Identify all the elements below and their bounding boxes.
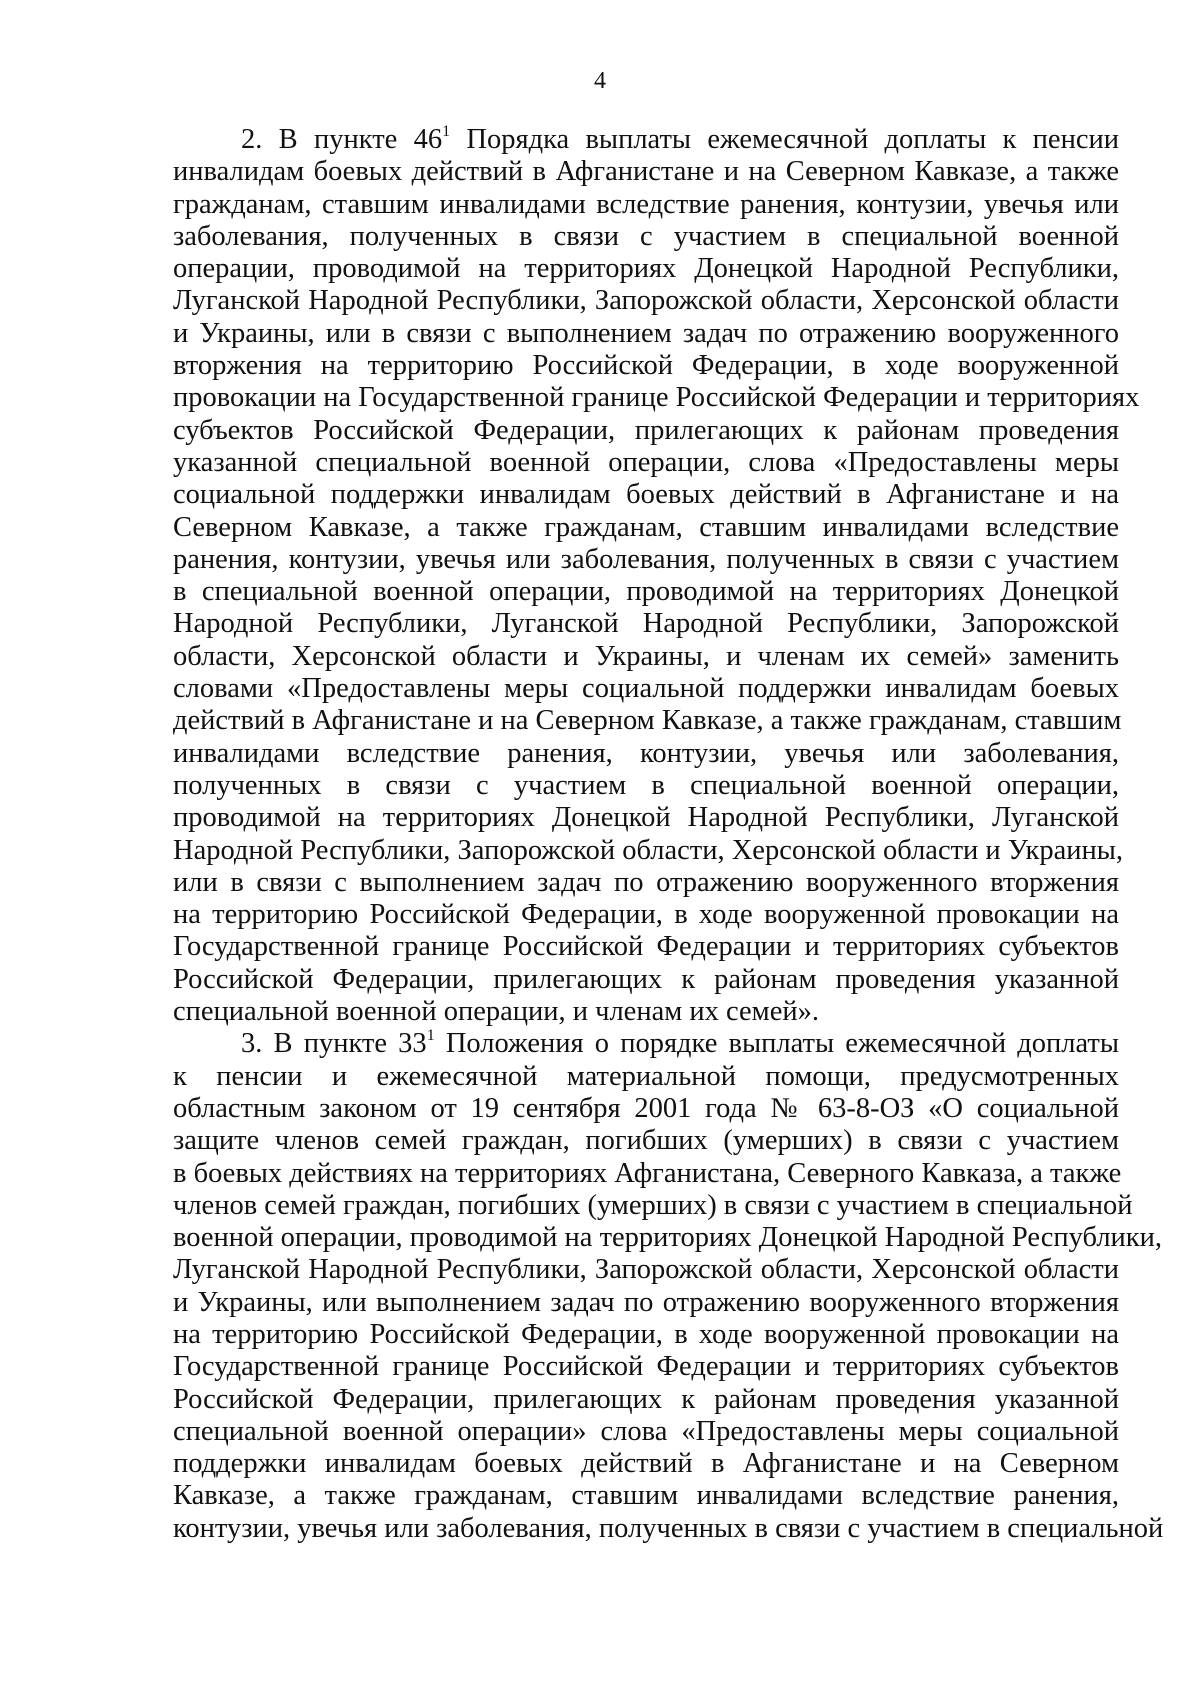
text-line: Луганской Народной Республики, Запорожской области, Херсонской области — [173, 1254, 1119, 1286]
text-line: области, Херсонской области и Украины, и членам их семей» заменить — [173, 640, 1119, 672]
text-line: действий в Афганистане и на Северном Кавказе, а также гражданам, ставшим — [173, 705, 1122, 737]
text-line: ранения, контузии, увечья или заболевания, полученных в связи с участием — [173, 543, 1119, 575]
text-line: субъектов Российской Федерации, прилегающих к районам проведения — [173, 414, 1119, 446]
text-line — [173, 124, 1119, 156]
superscript-index: 1 — [426, 1026, 435, 1044]
text-line: гражданам, ставшим инвалидами вследствие ранения, контузии, увечья или — [173, 188, 1119, 220]
line-text-pre: 3. В пункте 33 — [241, 1028, 427, 1060]
text-line: поддержки инвалидам боевых действий в Афганистане и на Северном — [173, 1448, 1119, 1480]
text-line: и Украины, или в связи с выполнением задач по отражению вооруженного — [173, 317, 1119, 349]
text-line: специальной военной операции, и членам их семей». — [173, 996, 819, 1028]
text-line: военной операции, проводимой на территориях Донецкой Народной Республики, — [173, 1222, 1163, 1254]
text-line — [173, 1028, 1119, 1060]
text-line: Российской Федерации, прилегающих к районам проведения указанной — [173, 963, 1119, 995]
line-text-pre: 2. В пункте 46 — [241, 124, 443, 155]
superscript-index: 1 — [442, 122, 451, 140]
text-line: защите членов семей граждан, погибших (умерших) в связи с участием — [173, 1125, 1119, 1157]
document-body — [173, 122, 1164, 1545]
text-line: Луганской Народной Республики, Запорожской области, Херсонской области — [173, 285, 1119, 317]
text-line: на территорию Российской Федерации, в ходе вооруженной провокации на — [173, 899, 1119, 931]
text-line: инвалидам боевых действий в Афганистане и на Северном Кавказе, а также — [173, 156, 1119, 188]
text-line: полученных в связи с участием в специальной военной операции, — [173, 769, 1119, 801]
text-line: областным законом от 19 сентября 2001 года № 63-8-ОЗ «О социальной — [173, 1092, 1119, 1124]
line-text-post: Положения о порядке выплаты ежемесячной доплаты — [434, 1028, 1119, 1060]
text-line: контузии, увечья или заболевания, полученных в связи с участием в специальной — [173, 1512, 1164, 1544]
text-line: операции, проводимой на территориях Донецкой Народной Республики, — [173, 253, 1119, 285]
text-line: Кавказе, а также гражданам, ставшим инвалидами вследствие ранения, — [173, 1480, 1119, 1512]
text-line: на территорию Российской Федерации, в ходе вооруженной провокации на — [173, 1318, 1119, 1350]
text-line: членов семей граждан, погибших (умерших) в связи с участием в специальной — [173, 1189, 1133, 1221]
text-line: Государственной границе Российской Федерации и территориях субъектов — [173, 931, 1119, 963]
text-line: в боевых действиях на территориях Афганистана, Северного Кавказа, а также — [173, 1157, 1122, 1189]
text-line: в специальной военной операции, проводимой на территориях Донецкой — [173, 576, 1119, 608]
paragraph-2 — [173, 122, 1140, 1028]
text-line: заболевания, полученных в связи с участием в специальной военной — [173, 220, 1119, 252]
text-line: и Украины, или выполнением задач по отражению вооруженного вторжения — [173, 1286, 1119, 1318]
text-line: Российской Федерации, прилегающих к районам проведения указанной — [173, 1383, 1119, 1415]
text-line: Народной Республики, Луганской Народной Республики, Запорожской — [173, 608, 1119, 640]
text-line: словами «Предоставлены меры социальной поддержки инвалидам боевых — [173, 673, 1119, 705]
text-line: вторжения на территорию Российской Федерации, в ходе вооруженной — [173, 350, 1119, 382]
text-line: Государственной границе Российской Федерации и территориях субъектов — [173, 1351, 1119, 1383]
text-line: Северном Кавказе, а также гражданам, ставшим инвалидами вследствие — [173, 511, 1119, 543]
line-text-post: Порядка выплаты ежемесячной доплаты к пенсии — [450, 124, 1119, 155]
text-line: провокации на Государственной границе Российской Федерации и территориях — [173, 382, 1140, 414]
text-line: специальной военной операции» слова «Предоставлены меры социальной — [173, 1415, 1119, 1447]
text-line: проводимой на территориях Донецкой Народной Республики, Луганской — [173, 802, 1119, 834]
text-line: инвалидами вследствие ранения, контузии, увечья или заболевания, — [173, 737, 1119, 769]
text-line: Народной Республики, Запорожской области, Херсонской области и Украины, — [173, 834, 1124, 866]
text-line: к пенсии и ежемесячной материальной помощи, предусмотренных — [173, 1060, 1119, 1092]
page-number: 4 — [594, 68, 606, 94]
paragraph-3 — [173, 1026, 1164, 1545]
text-line: указанной специальной военной операции, слова «Предоставлены меры — [173, 446, 1119, 478]
text-line: или в связи с выполнением задач по отражению вооруженного вторжения — [173, 866, 1119, 898]
text-line: социальной поддержки инвалидам боевых действий в Афганистане и на — [173, 479, 1119, 511]
